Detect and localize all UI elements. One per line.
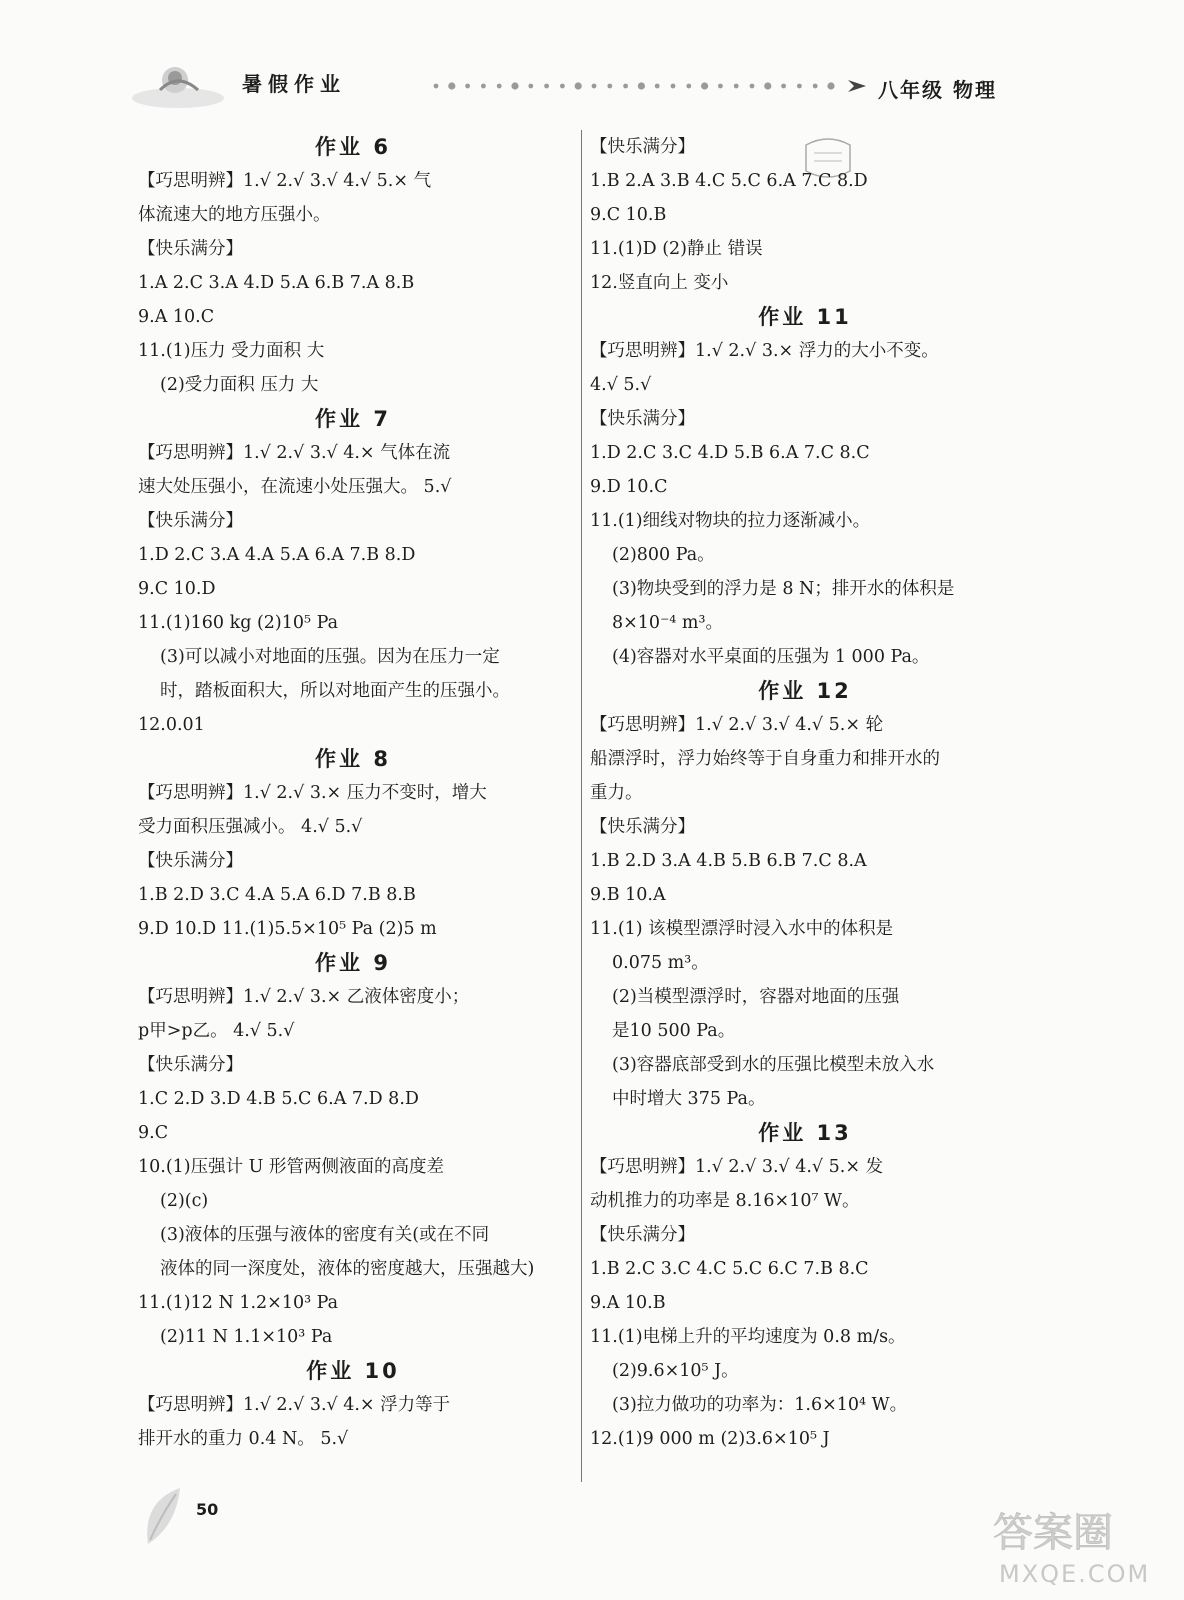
- answer-line: 1.D 2.C 3.A 4.A 5.A 6.A 7.B 8.D: [138, 545, 416, 565]
- header-dot: [592, 84, 597, 89]
- answer-line: 【快乐满分】: [138, 239, 243, 259]
- answer-line: 【快乐满分】: [138, 851, 243, 871]
- answer-line: 中时增大 375 Pa。: [612, 1089, 766, 1109]
- section-title: 作业 13: [758, 1121, 852, 1145]
- answer-line: (3)容器底部受到水的压强比模型未放入水: [612, 1055, 935, 1075]
- header-dot: [481, 84, 486, 89]
- answer-line: 11.(1) 该模型漂浮时浸入水中的体积是: [590, 919, 894, 939]
- answer-line: 【巧思明辨】1.√ 2.√ 3.× 乙液体密度小；: [138, 987, 470, 1007]
- answer-line: (3)物块受到的浮力是 8 N；排开水的体积是: [612, 579, 955, 599]
- answer-line: 时，踏板面积大，所以对地面产生的压强小。: [160, 681, 510, 701]
- header-dot: [434, 84, 439, 89]
- left-column: [138, 130, 568, 1456]
- answer-line: 9.C 10.B: [590, 205, 667, 225]
- answer-line: 【快乐满分】: [138, 511, 243, 531]
- header-dot: [764, 82, 771, 89]
- right-column: [590, 130, 1020, 1456]
- answer-line: 12.竖直向上 变小: [590, 273, 729, 293]
- answer-line: (2)(c): [160, 1191, 209, 1211]
- header-dot: [671, 84, 676, 89]
- header-dot: [655, 84, 660, 89]
- answer-line: 液体的同一深度处，液体的密度越大，压强越大): [160, 1259, 535, 1279]
- answer-line: 1.B 2.D 3.A 4.B 5.B 6.B 7.C 8.A: [590, 851, 867, 871]
- answer-line: 重力。: [590, 783, 643, 803]
- watermark-logo-icon: [985, 1500, 1155, 1590]
- answer-line: 12.(1)9 000 m (2)3.6×10⁵ J: [590, 1429, 830, 1449]
- header-dot: [607, 84, 612, 89]
- answer-line: p甲>p乙。 4.√ 5.√: [138, 1021, 295, 1041]
- header-dot: [638, 82, 645, 89]
- answer-line: 【巧思明辨】1.√ 2.√ 3.√ 4.√ 5.× 轮: [590, 715, 884, 735]
- section-title: 作业 7: [315, 407, 391, 431]
- answer-line: (2)受力面积 压力 大: [160, 375, 319, 395]
- answer-line: 11.(1)160 kg (2)10⁵ Pa: [138, 613, 339, 633]
- answer-line: 11.(1)压力 受力面积 大: [138, 341, 325, 361]
- answer-line: 9.A 10.B: [590, 1293, 666, 1313]
- answer-line: 【快乐满分】: [590, 137, 695, 157]
- answer-line: 【快乐满分】: [590, 817, 695, 837]
- column-divider: [581, 130, 582, 1482]
- page-header: [130, 60, 1030, 110]
- answer-line: 9.C: [138, 1123, 169, 1143]
- header-dot: [750, 84, 755, 89]
- answer-line: 1.C 2.D 3.D 4.B 5.C 6.A 7.D 8.D: [138, 1089, 419, 1109]
- answer-line: 【巧思明辨】1.√ 2.√ 3.× 压力不变时，增大: [138, 783, 487, 803]
- header-dot: [465, 84, 470, 89]
- watermark-url: MXQE.COM: [999, 1560, 1151, 1588]
- answer-line: 11.(1)电梯上升的平均速度为 0.8 m/s。: [590, 1327, 906, 1347]
- answer-line: 【快乐满分】: [590, 1225, 695, 1245]
- header-dot: [448, 82, 455, 89]
- answer-line: 受力面积压强减小。 4.√ 5.√: [138, 817, 363, 837]
- answer-line: 【巧思明辨】1.√ 2.√ 3.× 浮力的大小不变。: [590, 341, 939, 361]
- answer-line: 10.(1)压强计 U 形管两侧液面的高度差: [138, 1157, 444, 1177]
- header-dot: [718, 84, 723, 89]
- answer-line: 体流速大的地方压强小。: [138, 205, 331, 225]
- leaf-icon: [140, 1482, 200, 1552]
- answer-line: 0.075 m³。: [612, 953, 709, 973]
- answer-line: 【快乐满分】: [138, 1055, 243, 1075]
- header-dot: [686, 84, 691, 89]
- answer-line: 排开水的重力 0.4 N。 5.√: [138, 1429, 349, 1449]
- answer-line: 动机推力的功率是 8.16×10⁷ W。: [590, 1191, 860, 1211]
- section-title: 作业 9: [315, 951, 391, 975]
- answer-line: (2)11 N 1.1×10³ Pa: [160, 1327, 333, 1347]
- header-dot: [528, 84, 533, 89]
- answer-line: 9.C 10.D: [138, 579, 216, 599]
- answer-line: 【巧思明辨】1.√ 2.√ 3.√ 4.× 气体在流: [138, 443, 451, 463]
- section-title: 作业 8: [315, 747, 391, 771]
- answer-line: 【快乐满分】: [590, 409, 695, 429]
- dots-arrow-icon: [430, 78, 870, 94]
- header-dot: [575, 82, 582, 89]
- answer-line: (3)拉力做功的功率为：1.6×10⁴ W。: [612, 1395, 908, 1415]
- section-title: 作业 11: [758, 305, 852, 329]
- answer-line: 8×10⁻⁴ m³。: [612, 613, 723, 633]
- answer-line: 是10 500 Pa。: [612, 1021, 736, 1041]
- grade-subject: 八年级 物理: [878, 78, 997, 102]
- answer-line: (2)9.6×10⁵ J。: [612, 1361, 739, 1381]
- answer-line: 船漂浮时，浮力始终等于自身重力和排开水的: [590, 749, 940, 769]
- header-dot: [813, 84, 818, 89]
- header-dot: [544, 84, 549, 89]
- watermark-text: 答案圈: [993, 1510, 1113, 1556]
- series-title: 暑假作业: [242, 72, 346, 96]
- answer-line: 9.D 10.C: [590, 477, 668, 497]
- answer-line: 速大处压强小，在流速小处压强大。 5.√: [138, 477, 452, 497]
- page-number: 50: [196, 1500, 219, 1519]
- answer-line: 1.B 2.C 3.C 4.C 5.C 6.C 7.B 8.C: [590, 1259, 869, 1279]
- answer-line: 9.A 10.C: [138, 307, 215, 327]
- answer-line: 1.B 2.A 3.B 4.C 5.C 6.A 7.C 8.D: [590, 171, 868, 191]
- answer-line: 9.D 10.D 11.(1)5.5×10⁵ Pa (2)5 m: [138, 919, 437, 939]
- section-title: 作业 6: [315, 135, 391, 159]
- answer-line: (3)可以减小对地面的压强。因为在压力一定: [160, 647, 500, 667]
- answer-line: (2)800 Pa。: [612, 545, 715, 565]
- answer-line: 1.A 2.C 3.A 4.D 5.A 6.B 7.A 8.B: [138, 273, 415, 293]
- header-dot: [623, 84, 628, 89]
- answer-line: 【巧思明辨】1.√ 2.√ 3.√ 4.√ 5.× 发: [590, 1157, 884, 1177]
- header-dot: [781, 84, 786, 89]
- header-dot: [497, 84, 502, 89]
- answer-line: 12.0.01: [138, 715, 205, 735]
- answer-line: 【巧思明辨】1.√ 2.√ 3.√ 4.× 浮力等于: [138, 1395, 451, 1415]
- header-dot: [511, 82, 518, 89]
- answer-line: 4.√ 5.√: [590, 375, 652, 395]
- header-dot: [827, 82, 834, 89]
- answer-line: 【巧思明辨】1.√ 2.√ 3.√ 4.√ 5.× 气: [138, 171, 432, 191]
- answer-line: 1.D 2.C 3.C 4.D 5.B 6.A 7.C 8.C: [590, 443, 870, 463]
- answer-line: 11.(1)细线对物块的拉力逐渐减小。: [590, 511, 871, 531]
- section-title: 作业 10: [306, 1359, 400, 1383]
- header-dot: [797, 84, 802, 89]
- header-dot: [560, 84, 565, 89]
- answer-line: 11.(1)12 N 1.2×10³ Pa: [138, 1293, 339, 1313]
- answer-line: (3)液体的压强与液体的密度有关(或在不同: [160, 1225, 490, 1245]
- answer-line: (4)容器对水平桌面的压强为 1 000 Pa。: [612, 647, 930, 667]
- answer-line: (2)当模型漂浮时，容器对地面的压强: [612, 987, 900, 1007]
- answer-line: 11.(1)D (2)静止 错误: [590, 239, 763, 259]
- header-dot: [734, 84, 739, 89]
- logo-icon: [130, 60, 230, 110]
- answer-line: 1.B 2.D 3.C 4.A 5.A 6.D 7.B 8.B: [138, 885, 416, 905]
- answer-line: 9.B 10.A: [590, 885, 666, 905]
- section-title: 作业 12: [758, 679, 852, 703]
- header-dot: [701, 82, 708, 89]
